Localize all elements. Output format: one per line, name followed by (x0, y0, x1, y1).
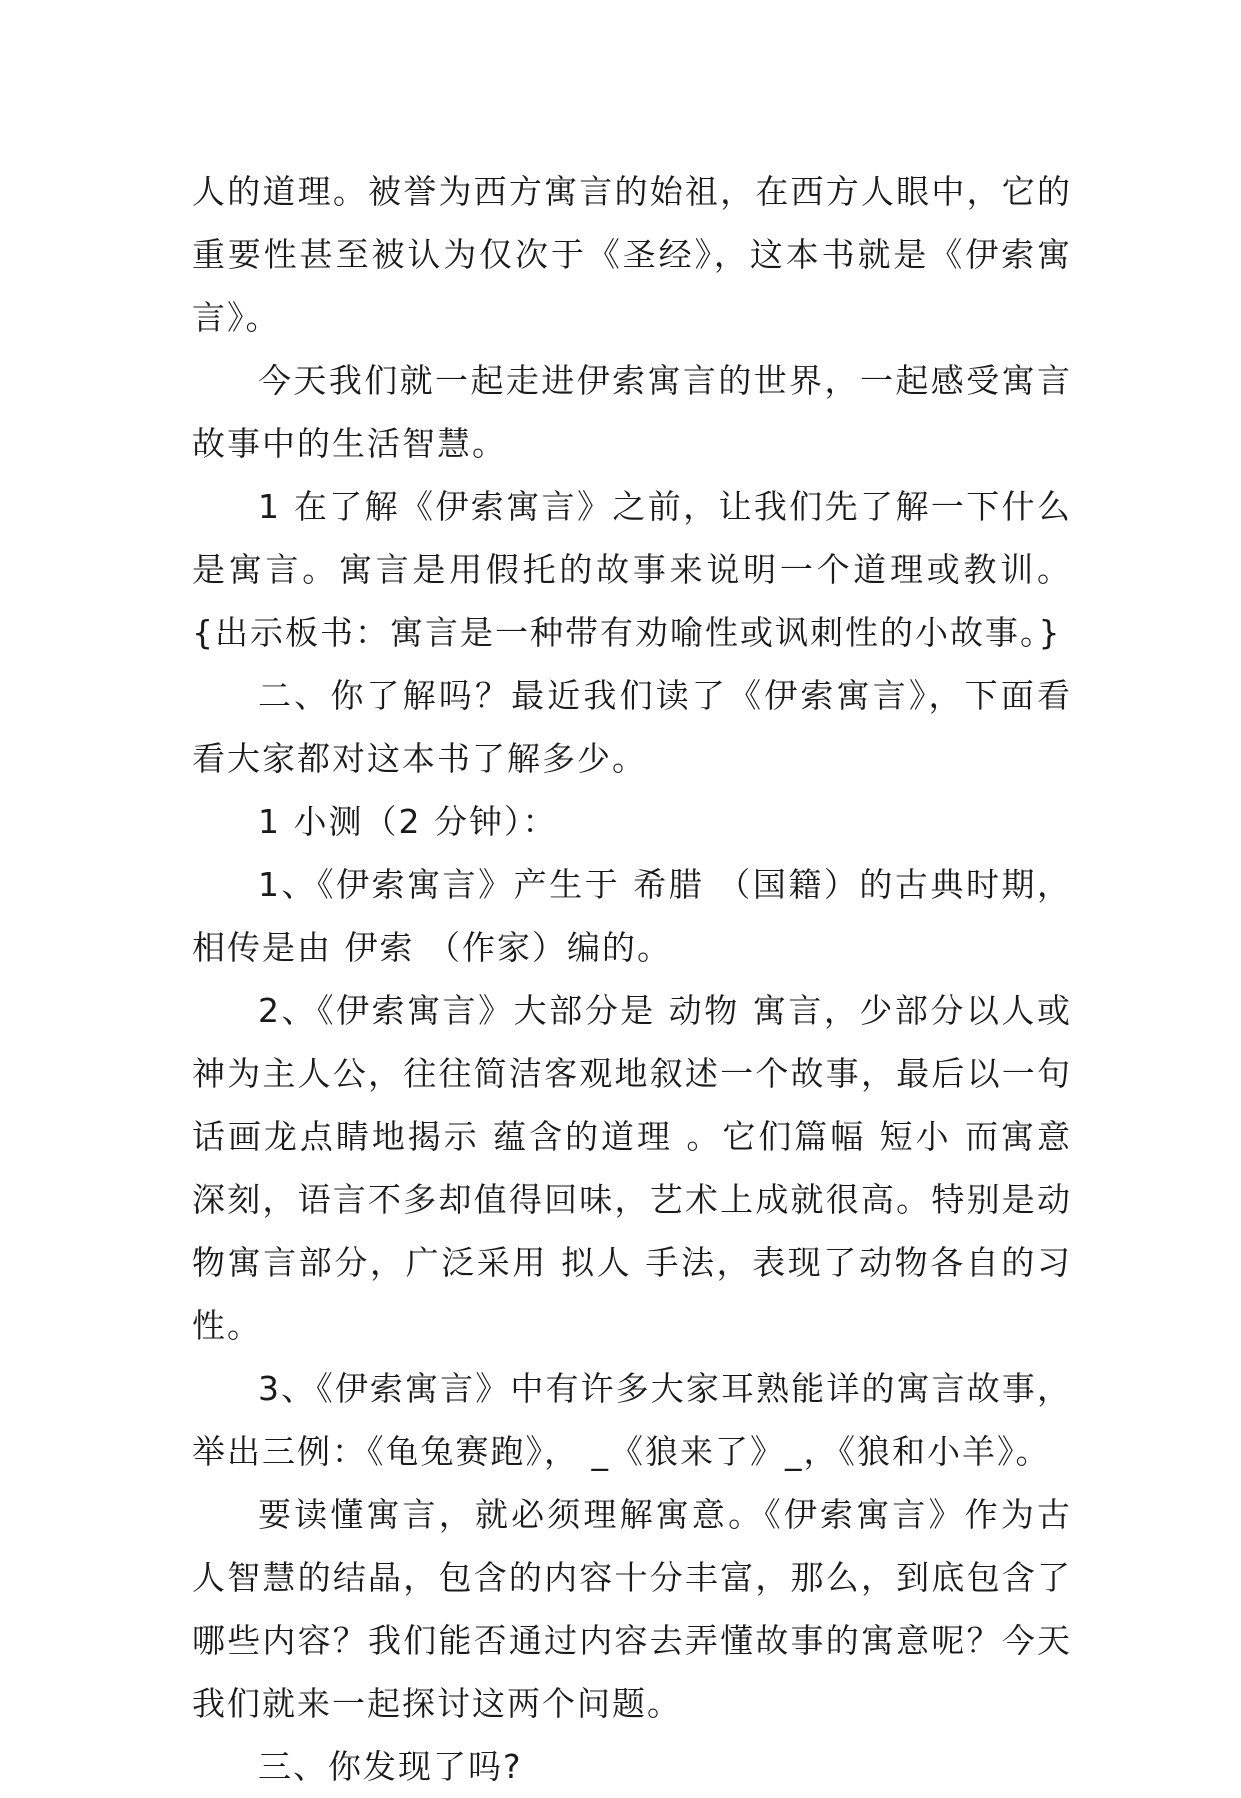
quiz-item-2: 2、《伊索寓言》大部分是 动物 寓言，少部分以人或神为主人公，往往简洁客观地叙述一个故事，最后以一句话画龙点睛地揭示 蕴含的道理 。它们篇幅 短小 而寓意 深刻，语言不多却值得回味，艺术上成就很高。特别是动物寓言部分，广泛采用 拟人 手法，表现了动物各自的习性。 (192, 991, 1072, 1345)
quiz-heading: 1 小测（2 分钟）： (258, 802, 558, 841)
quiz-item-3: 3、《伊索寓言》中有许多大家耳熟能详的寓言故事，举出三例：《龟兔赛跑》， _《狼来了》_，《狼和小羊》。 (192, 1369, 1072, 1471)
document-body (192, 160, 1072, 1798)
paragraph-transition: 要读懂寓言，就必须理解寓意。《伊索寓言》作为古人智慧的结晶，包含的内容十分丰富，那么，到底包含了哪些内容？我们能否通过内容去弄懂故事的寓意呢？今天我们就来一起探讨这两个问题。 (192, 1495, 1072, 1723)
quiz-item-1: 1、《伊索寓言》产生于 希腊 （国籍）的古典时期，相传是由 伊索 （作家）编的。 (192, 865, 1072, 967)
paragraph-1: 人的道理。被誉为西方寓言的始祖，在西方人眼中，它的重要性甚至被认为仅次于《圣经》，这本书就是《伊索寓言》。 (192, 172, 1072, 337)
section-heading-2: 二、你了解吗？最近我们读了《伊索寓言》，下面看看大家都对这本书了解多少。 (192, 676, 1072, 778)
paragraph-2: 今天我们就一起走进伊索寓言的世界，一起感受寓言故事中的生活智慧。 (192, 361, 1072, 463)
paragraph-3: 1 在了解《伊索寓言》之前，让我们先了解一下什么是寓言。寓言是用假托的故事来说明一个道理或教训。{出示板书：寓言是一种带有劝喻性或讽刺性的小故事。} (192, 487, 1072, 652)
section-heading-3: 三、你发现了吗? (258, 1747, 523, 1786)
